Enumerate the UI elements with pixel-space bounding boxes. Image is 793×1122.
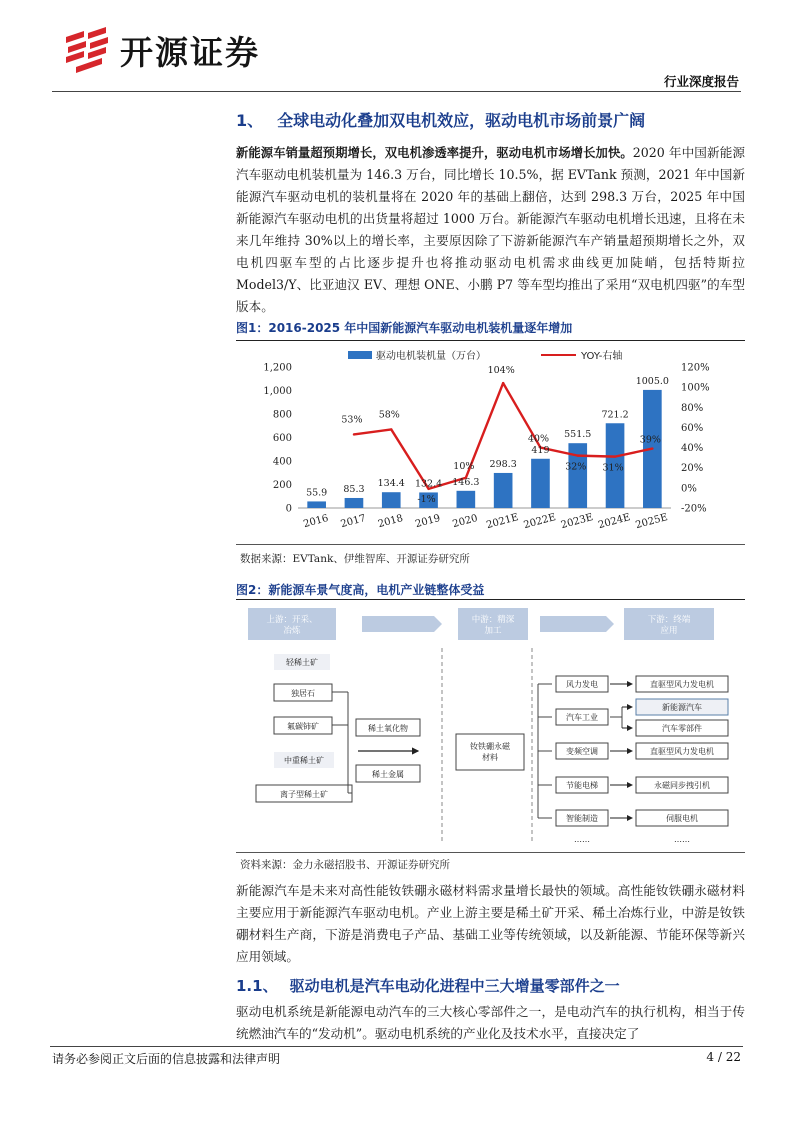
bar-2023E — [568, 443, 587, 508]
downstream-header-text: 下游：终端应用 — [647, 615, 691, 636]
magnet-material-label: 钕铁硼永磁材料 — [470, 742, 510, 762]
yoy-point-2025E — [651, 447, 653, 449]
bar-2018 — [382, 492, 401, 508]
footer-disclaimer: 请务必参阅正文后面的信息披露和法律声明 — [52, 1052, 281, 1066]
x-axis-tick-label: 2022E — [522, 512, 558, 532]
yoy-value-label: 10% — [453, 460, 475, 472]
figure1-top-rule — [236, 340, 745, 341]
footer-divider — [50, 1046, 743, 1047]
left-axis-tick-label: 600 — [272, 433, 292, 444]
midstream-arrow-icon — [540, 616, 614, 632]
figure2-top-rule — [236, 599, 745, 600]
upstream-arrow-icon — [362, 616, 442, 632]
legend-bar-label: 驱动电机装机量（万台） — [376, 351, 486, 362]
sector-label: 汽车工业 — [566, 713, 598, 722]
bar-value-label: 721.2 — [601, 409, 629, 421]
mineral-label: 独居石 — [291, 689, 315, 698]
x-axis-tick-label: 2018 — [376, 512, 405, 531]
bar-value-label: 146.3 — [452, 476, 480, 488]
x-axis-tick-label: 2016 — [302, 512, 330, 531]
yoy-value-label: 31% — [602, 462, 624, 474]
right-axis-tick-label: -20% — [681, 503, 707, 515]
subsection-number: 1.1、 — [236, 977, 278, 995]
brand-mark-icon — [62, 27, 112, 73]
brand-name: 开源证券 — [120, 32, 260, 72]
bar-value-label: 85.3 — [343, 483, 365, 495]
x-axis-tick-label: 2025E — [634, 512, 669, 532]
bar-value-label: 132.4 — [414, 478, 443, 490]
sector-label: 风力发电 — [566, 680, 598, 689]
left-axis-tick-label: 1,200 — [263, 362, 292, 374]
section-title: 全球电动化叠加双电机效应，驱动电机市场前景广阔 — [277, 111, 646, 130]
left-axis-tick-label: 400 — [272, 456, 292, 468]
chain-paragraph: 新能源汽车是未来对高性能钕铁硼永磁材料需求量增长最快的领域。高性能钕铁硼永磁材料主要应用于新能源汽车驱动电机。产业上游主要是稀土矿开采、稀土冶炼行业，中游是钕铁硼材料生产商，下游是消费电子产品、基础工业等传统领域，以及新能源、节能环保等新兴应用领域。 — [236, 883, 745, 964]
mineral-label: 离子型稀土矿 — [280, 790, 328, 799]
product-label: 汽车零部件 — [662, 724, 702, 733]
right-axis-tick-label: 60% — [681, 422, 704, 434]
bar-value-label: 55.9 — [306, 487, 328, 499]
mineral-label: 氟碳铈矿 — [287, 722, 319, 731]
bar-value-label: 551.5 — [564, 429, 592, 441]
right-axis-tick-label: 20% — [681, 463, 704, 475]
x-axis-tick-label: 2019 — [414, 512, 442, 531]
brand-logo — [62, 26, 312, 74]
sector-label: 变频空调 — [566, 747, 598, 756]
motor-installations-chart — [236, 347, 745, 542]
header-divider — [52, 91, 741, 92]
subsection-heading — [236, 975, 620, 996]
product-label: 新能源汽车 — [662, 703, 702, 712]
intro-lead: 新能源车销量超预期增长，双电机渗透率提升，驱动电机市场增长加快。 — [236, 146, 633, 160]
page-number: 4 / 22 — [706, 1050, 741, 1064]
industry-chain-diagram — [244, 604, 744, 849]
yoy-point-2017 — [353, 433, 355, 435]
legend-bar-swatch — [348, 351, 372, 359]
light-ore-label: 轻稀土矿 — [286, 658, 318, 667]
right-axis-tick-label: 120% — [681, 362, 710, 374]
bar-value-label: 134.4 — [377, 478, 405, 490]
intro-paragraph — [236, 142, 745, 318]
chart-legend — [348, 349, 622, 362]
legend-line-label: YOY-右轴 — [581, 351, 623, 362]
yoy-point-2018 — [390, 428, 392, 430]
intermediate-label: 稀土金属 — [372, 770, 404, 779]
left-axis-tick-label: 1,000 — [263, 386, 292, 397]
figure2-source: 资料来源：金力永磁招股书、开源证券研究所 — [240, 859, 450, 871]
left-axis-tick-label: 0 — [285, 503, 292, 515]
section-number: 1、 — [236, 111, 264, 130]
sector-label: 节能电梯 — [566, 781, 598, 790]
bar-2017 — [345, 498, 364, 508]
right-axis-tick-label: 40% — [681, 443, 704, 455]
figure1-bottom-rule — [236, 544, 745, 545]
left-axis-tick-label: 800 — [272, 409, 292, 421]
yoy-value-label: 39% — [639, 434, 661, 446]
heavy-ore-label: 中重稀土矿 — [284, 756, 324, 765]
subsection-title: 驱动电机是汽车电动化进程中三大增量零部件之一 — [289, 977, 620, 995]
bar-2016 — [307, 501, 326, 508]
upstream-header-text: 上游：开采、冶炼 — [266, 615, 318, 636]
x-axis-tick-label: 2017 — [339, 512, 368, 531]
right-axis-tick-label: 100% — [681, 382, 710, 394]
yoy-point-2024E — [614, 455, 616, 457]
intermediate-label: 稀土氧化物 — [368, 724, 408, 733]
yoy-value-label: 58% — [378, 409, 400, 421]
product-label: 永磁同步拽引机 — [654, 781, 710, 790]
bar-value-label: 298.3 — [489, 458, 517, 470]
right-axis-tick-label: 80% — [681, 402, 704, 414]
product-more-label: …… — [674, 835, 690, 844]
bar-value-label: 419 — [531, 444, 550, 456]
left-axis-tick-label: 200 — [272, 480, 292, 491]
yoy-point-2023E — [577, 454, 579, 456]
chart-axes — [263, 363, 709, 532]
motor-paragraph: 驱动电机系统是新能源电动汽车的三大核心零部件之一，是电动汽车的执行机构，相当于传统燃油汽车的“发动机”。驱动电机系统的产业化及技术水平，直接决定了 — [236, 1004, 745, 1041]
bar-2020 — [457, 491, 476, 508]
magnet-material-box — [456, 734, 524, 770]
figure1-source: 数据来源：EVTank、伊维智库、开源证券研究所 — [240, 553, 470, 565]
x-axis-tick-label: 2023E — [559, 512, 595, 532]
right-axis-tick-label: 0% — [681, 483, 697, 495]
figure1-title: 图1：2016-2025 年中国新能源汽车驱动电机装机量逐年增加 — [236, 321, 573, 335]
product-label: 直驱型风力发电机 — [650, 747, 714, 756]
figure2-title: 图2：新能源车景气度高，电机产业链整体受益 — [236, 583, 485, 597]
sector-more-label: …… — [574, 835, 590, 844]
x-axis-tick-label: 2020 — [451, 512, 479, 531]
bar-value-label: 1005.0 — [635, 375, 669, 387]
yoy-value-label: 40% — [527, 433, 550, 445]
bar-2021E — [494, 473, 513, 508]
yoy-point-2021E — [502, 382, 504, 384]
bar-2022E — [531, 459, 550, 508]
midstream-header-text: 中游：精深加工 — [471, 615, 515, 636]
yoy-value-label: 32% — [565, 461, 587, 473]
report-type: 行业深度报告 — [663, 74, 739, 89]
yoy-value-label: -1% — [417, 493, 436, 505]
section-heading — [236, 108, 645, 131]
figure2-bottom-rule — [236, 852, 745, 853]
x-axis-tick-label: 2024E — [597, 512, 632, 532]
intro-body: 2020 年中国新能源汽车驱动电机装机量为 146.3 万台，同比增长 10.5%，据 EVTank 预测，2021 年中国新能源汽车驱动电机的装机量将在 2020 年的基础上翻倍，达到 298.3 万台，2025 年中国新能源汽车驱动电机的出货量将超过 1000 万台。新能源汽车驱动电机增长迅速，且将在未来几年维持 30%以上的增长率，主要原因除了下游新能源汽车产销量超预期增长之外，双电机四驱车型的占比逐步提升也将推动驱动电机需求曲线更加陡峭，包括特斯拉 Model3/Y、比亚迪汉 EV、理想 ONE、小鹏 P7 等车型均推出了采用“双电机四驱”的车型版本。 — [236, 145, 745, 314]
yoy-value-label: 53% — [341, 414, 363, 426]
product-label: 伺服电机 — [666, 814, 698, 823]
x-axis-tick-label: 2021E — [485, 512, 520, 532]
sector-label: 智能制造 — [566, 814, 598, 823]
yoy-value-label: 104% — [487, 365, 515, 377]
product-label: 直驱型风力发电机 — [650, 680, 714, 689]
